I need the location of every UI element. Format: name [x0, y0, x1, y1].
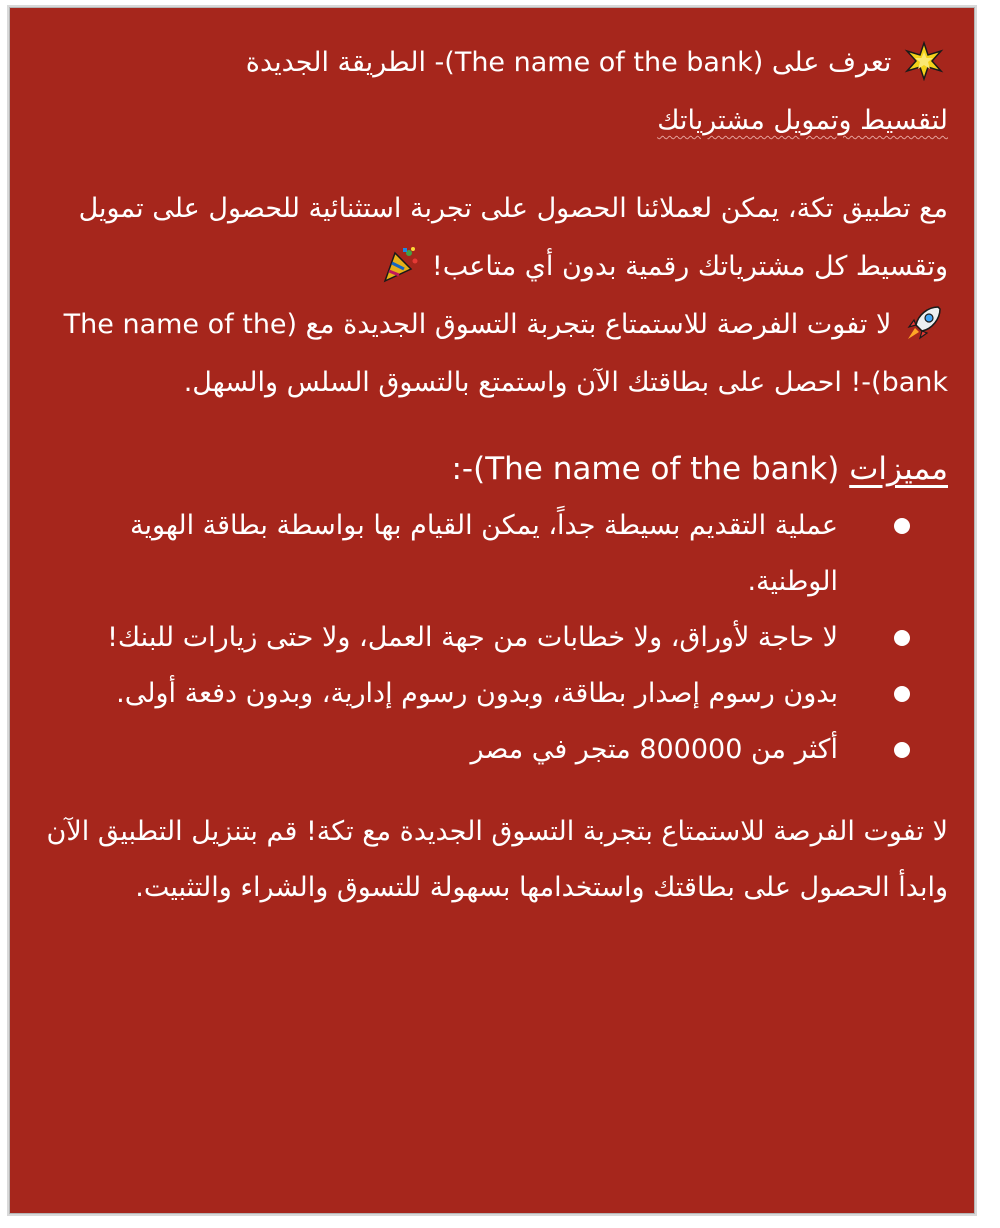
features-heading-rest: (The name of the bank)-:: [451, 451, 840, 487]
bullet-icon: [894, 686, 910, 702]
intro-paragraph-2: [44, 296, 948, 412]
title-tail-text: لتقسيط وتمويل مشترياتك: [657, 105, 948, 136]
list-item: [44, 610, 948, 666]
bullet-icon: [894, 630, 910, 646]
features-heading: [44, 440, 948, 498]
closing-paragraph: لا تفوت الفرصة للاستمتاع بتجربة التسوق الجديدة مع تكة! قم بتنزيل التطبيق الآن وابدأ الحصول على بطاقتك واستخدامها بسهولة للتسوق والشراء والتثبيت.: [46, 816, 948, 903]
intro-paragraph-2-text: لا تفوت الفرصة للاستمتاع بتجربة التسوق الجديدة مع (The name of the bank)-! احصل على بطاقتك الآن واستمتع بالتسوق السلس والسهل.: [63, 309, 948, 398]
title-paragraph: [44, 34, 948, 150]
list-item-text: لا حاجة لأوراق، ولا خطابات من جهة العمل، ولا حتى زيارات للبنك!: [107, 622, 838, 653]
intro-paragraph-1-text: مع تطبيق تكة، يمكن لعملائنا الحصول على تجربة استثنائية للحصول على تمويل وتقسيط كل مشترياتك رقمية بدون أي متاعب!: [78, 193, 948, 282]
rocket-icon: [904, 303, 944, 343]
party-popper-icon: [379, 245, 419, 285]
bullet-icon: [894, 742, 910, 758]
list-item-text: بدون رسوم إصدار بطاقة، وبدون رسوم إدارية، وبدون دفعة أولى.: [116, 678, 838, 709]
list-item: [44, 722, 948, 778]
bullet-icon: [894, 518, 910, 534]
features-heading-underlined: مميزات: [849, 451, 948, 487]
title-text: تعرف على (The name of the bank)- الطريقة الجديدة: [245, 47, 892, 78]
list-item-text: أكثر من 800000 متجر في مصر: [470, 734, 838, 765]
list-item: [44, 666, 948, 722]
list-item-text: عملية التقديم بسيطة جداً، يمكن القيام بها بواسطة بطاقة الهوية الوطنية.: [129, 510, 838, 597]
document-page: [10, 8, 974, 1213]
list-item: [44, 498, 948, 610]
features-list: [44, 498, 948, 778]
intro-block: [44, 180, 948, 412]
intro-paragraph-1: [44, 180, 948, 296]
star-icon: [904, 41, 944, 81]
